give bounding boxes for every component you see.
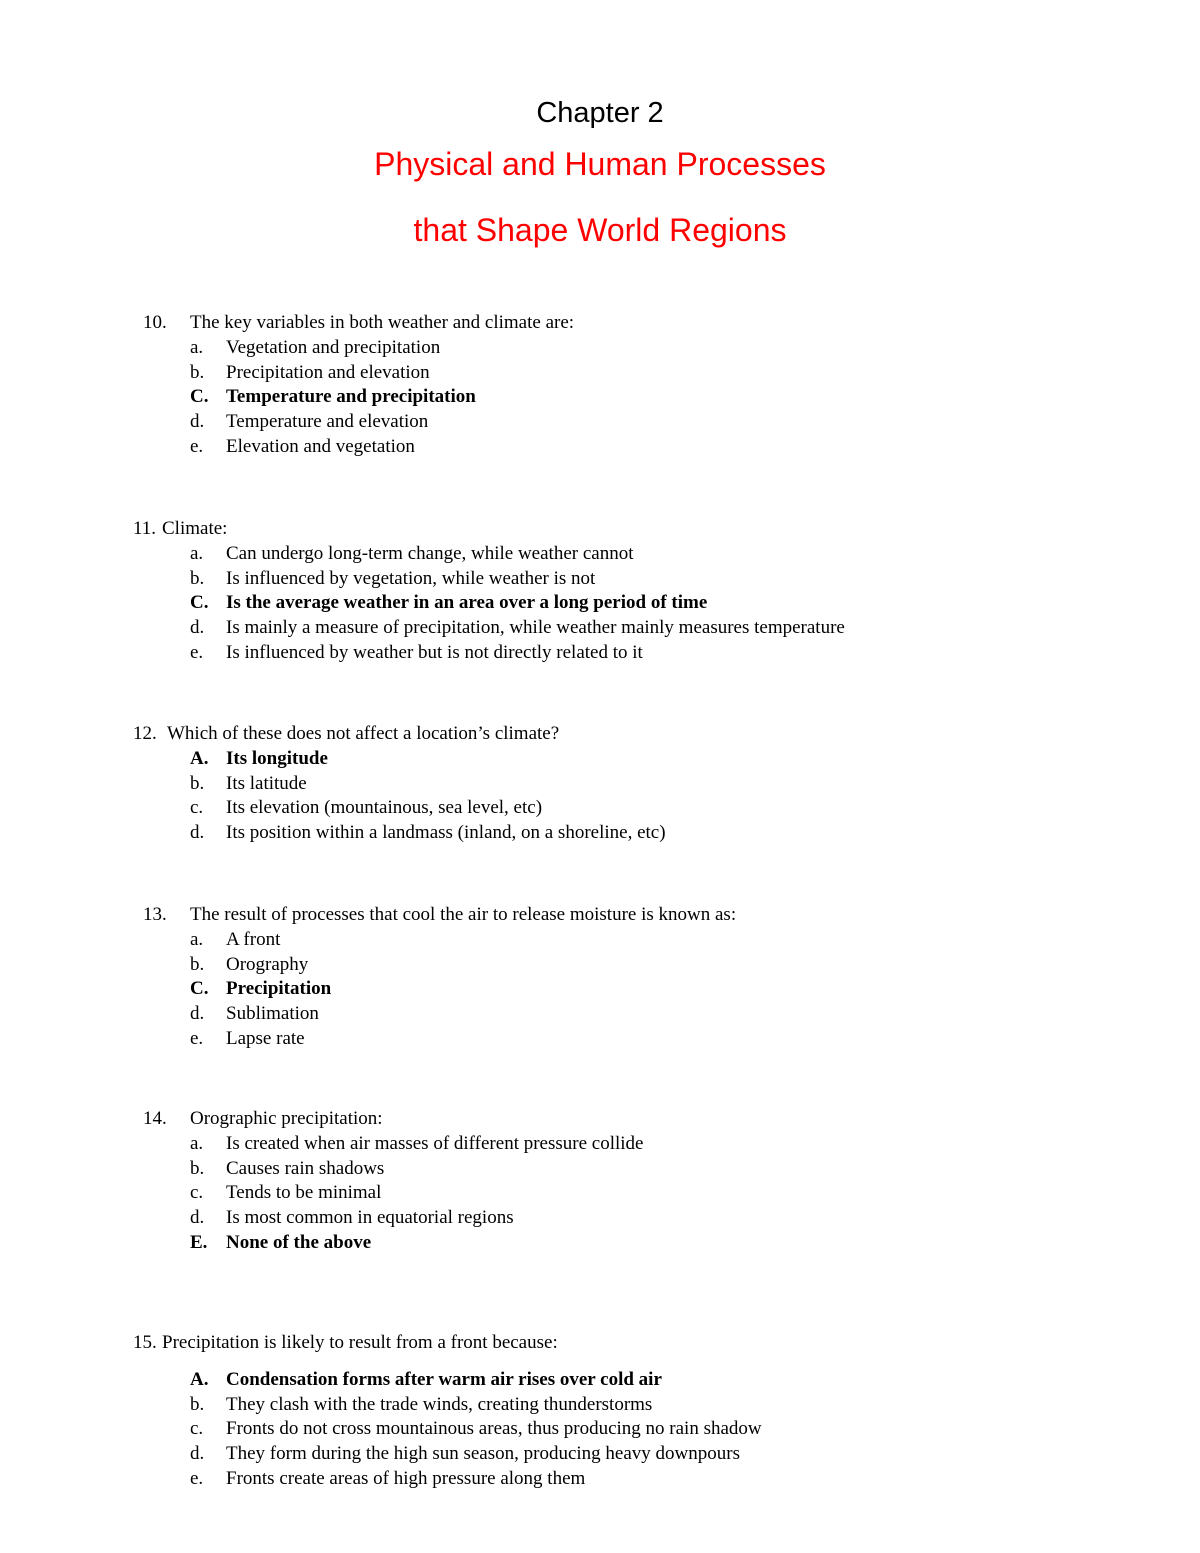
- option-b: [0, 953, 1200, 978]
- option-e: [0, 1467, 1200, 1492]
- chapter-title-line-2: that Shape World Regions: [413, 212, 787, 248]
- option-letter: A.: [190, 747, 209, 769]
- chapter-heading: Chapter 2: [536, 97, 664, 129]
- option-letter: c.: [190, 797, 204, 819]
- option-text: Is influenced by weather but is not directly related to it: [226, 641, 643, 663]
- option-text: Precipitation: [226, 978, 332, 1000]
- option-text: Vegetation and precipitation: [226, 336, 441, 358]
- option-text: Its elevation (mountainous, sea level, etc): [226, 797, 543, 819]
- option-c-correct: [0, 977, 1200, 1002]
- option-text: None of the above: [226, 1231, 372, 1253]
- question-text: Orographic precipitation:: [190, 1108, 383, 1129]
- option-letter: a.: [190, 542, 204, 564]
- option-e-correct: [0, 1231, 1200, 1256]
- question-number: 12.: [133, 723, 157, 744]
- option-text: They clash with the trade winds, creating thunderstorms: [226, 1393, 653, 1415]
- option-text: Is most common in equatorial regions: [226, 1207, 514, 1229]
- question-text: The result of processes that cool the air to release moisture is known as:: [190, 904, 737, 925]
- option-c-correct: [0, 591, 1200, 616]
- option-text: Is influenced by vegetation, while weather is not: [226, 567, 596, 589]
- question-number: 15.: [133, 1332, 157, 1353]
- option-text: Its position within a landmass (inland, on a shoreline, etc): [226, 822, 666, 844]
- option-c: [0, 796, 1200, 821]
- option-letter: a.: [190, 336, 204, 358]
- option-text: Is mainly a measure of precipitation, while weather mainly measures temperature: [226, 617, 845, 639]
- option-b: [0, 567, 1200, 592]
- option-d: [0, 1442, 1200, 1467]
- option-letter: b.: [190, 361, 205, 383]
- option-b: [0, 772, 1200, 797]
- option-text: Can undergo long-term change, while weather cannot: [226, 542, 634, 564]
- option-letter: b.: [190, 1157, 205, 1179]
- option-text: Fronts create areas of high pressure along them: [226, 1467, 586, 1489]
- option-text: Tends to be minimal: [226, 1182, 382, 1204]
- question-14: [0, 1107, 1200, 1256]
- option-text: They form during the high sun season, producing heavy downpours: [226, 1443, 740, 1465]
- question-number: 13.: [143, 904, 167, 925]
- option-b: [0, 1157, 1200, 1182]
- question-number: 11.: [133, 518, 157, 539]
- option-text: Precipitation and elevation: [226, 361, 430, 383]
- option-a: [0, 542, 1200, 567]
- option-letter: b.: [190, 1393, 205, 1415]
- option-text: Is created when air masses of different pressure collide: [226, 1132, 644, 1154]
- option-letter: e.: [190, 641, 204, 663]
- option-a: [0, 336, 1200, 361]
- option-b: [0, 361, 1200, 386]
- option-d: [0, 616, 1200, 641]
- option-d: [0, 1206, 1200, 1231]
- question-13: [0, 903, 1200, 1052]
- option-text: Temperature and precipitation: [226, 386, 476, 408]
- option-d: [0, 821, 1200, 846]
- question-text: The key variables in both weather and climate are:: [190, 312, 575, 333]
- option-d: [0, 410, 1200, 435]
- question-10: [0, 311, 1200, 460]
- option-a: [0, 928, 1200, 953]
- option-letter: b.: [190, 567, 205, 589]
- option-text: Causes rain shadows: [226, 1157, 385, 1179]
- option-text: A front: [226, 928, 281, 950]
- option-text: Its latitude: [226, 772, 307, 794]
- option-letter: d.: [190, 822, 205, 844]
- option-text: Orography: [226, 953, 309, 975]
- option-text: Elevation and vegetation: [226, 435, 415, 457]
- option-letter: A.: [190, 1368, 209, 1390]
- option-text: Its longitude: [226, 747, 328, 769]
- option-letter: C.: [190, 592, 209, 614]
- option-letter: a.: [190, 1132, 204, 1154]
- question-12: [0, 722, 1200, 846]
- option-text: Is the average weather in an area over a long period of time: [226, 592, 708, 614]
- option-letter: e.: [190, 435, 204, 457]
- option-letter: a.: [190, 928, 204, 950]
- option-letter: b.: [190, 953, 205, 975]
- question-11: [0, 517, 1200, 666]
- question-number: 10.: [143, 312, 167, 333]
- option-letter: d.: [190, 1003, 205, 1025]
- option-text: Sublimation: [226, 1003, 319, 1025]
- chapter-title-line-1: Physical and Human Processes: [374, 146, 826, 182]
- option-text: Temperature and elevation: [226, 411, 429, 433]
- option-a-correct: [0, 1368, 1200, 1393]
- option-letter: d.: [190, 1443, 205, 1465]
- question-text: Climate:: [162, 518, 228, 539]
- option-letter: E.: [190, 1231, 208, 1253]
- option-e: [0, 641, 1200, 666]
- option-b: [0, 1393, 1200, 1418]
- question-number: 14.: [143, 1108, 167, 1129]
- option-a-correct: [0, 747, 1200, 772]
- option-letter: e.: [190, 1027, 204, 1049]
- option-c-correct: [0, 385, 1200, 410]
- question-text: Precipitation is likely to result from a front because:: [162, 1332, 558, 1353]
- option-letter: c.: [190, 1418, 204, 1440]
- option-letter: b.: [190, 772, 205, 794]
- option-text: Fronts do not cross mountainous areas, thus producing no rain shadow: [226, 1418, 762, 1440]
- option-text: Condensation forms after warm air rises over cold air: [226, 1368, 662, 1390]
- option-a: [0, 1132, 1200, 1157]
- option-e: [0, 1027, 1200, 1052]
- option-letter: C.: [190, 978, 209, 1000]
- question-text: Which of these does not affect a location’s climate?: [167, 723, 560, 744]
- option-letter: c.: [190, 1182, 204, 1204]
- option-text: Lapse rate: [226, 1027, 305, 1049]
- question-15: [0, 1331, 1200, 1492]
- option-letter: C.: [190, 386, 209, 408]
- option-letter: d.: [190, 411, 205, 433]
- option-letter: e.: [190, 1467, 204, 1489]
- option-letter: d.: [190, 1207, 205, 1229]
- option-e: [0, 435, 1200, 460]
- option-c: [0, 1181, 1200, 1206]
- option-d: [0, 1002, 1200, 1027]
- option-c: [0, 1417, 1200, 1442]
- option-letter: d.: [190, 617, 205, 639]
